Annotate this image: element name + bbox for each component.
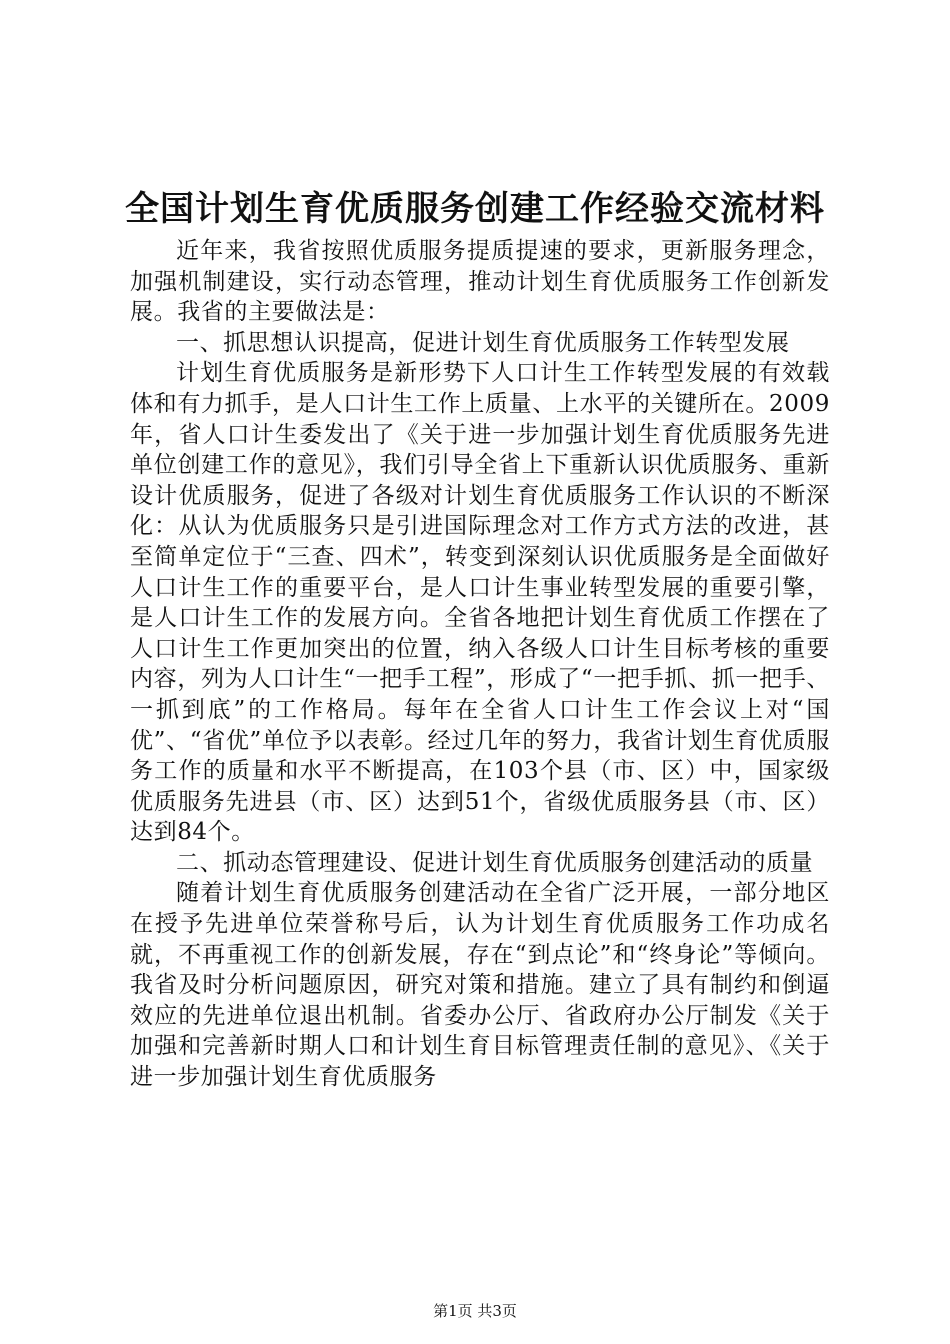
section-1-paragraph: 计划生育优质服务是新形势下人口计生工作转型发展的有效载体和有力抓手，是人口计生工作上质量、上水平的关键所在。2009年，省人口计生委发出了《关于进一步加强计划生育优质服务先进单位创建工作的意见》，我们引导全省上下重新认识优质服务、重新设计优质服务，促进了各级对计划生育优质服务工作认识的不断深化：从认为优质服务只是引进国际理念对工作方式方法的改进，甚至简单定位于“三查、四术”，转变到深刻认识优质服务是全面做好人口计生工作的重要平台，是人口计生事业转型发展的重要引擎，是人口计生工作的发展方向。全省各地把计划生育优质工作摆在了人口计生工作更加突出的位置，纳入各级人口计生目标考核的重要内容，列为人口计生“一把手工程”，形成了“一把手抓、抓一把手、一抓到底”的工作格局。每年在全省人口计生工作会议上对“国优”、“省优”单位予以表彰。经过几年的努力，我省计划生育优质服务工作的质量和水平不断提高，在103个县（市、区）中，国家级优质服务先进县（市、区）达到51个，省级优质服务县（市、区）达到84个。 xyxy=(130,360,830,846)
intro-paragraph: 近年来，我省按照优质服务提质提速的要求，更新服务理念，加强机制建设，实行动态管理，推动计划生育优质服务工作创新发展。我省的主要做法是： xyxy=(130,238,830,326)
document-title: 全国计划生育优质服务创建工作经验交流材料 xyxy=(125,189,825,229)
section-heading-1: 一、抓思想认识提高，促进计划生育优质服务工作转型发展 xyxy=(176,329,790,356)
section-heading-2: 二、抓动态管理建设、促进计划生育优质服务创建活动的质量 xyxy=(176,849,814,876)
section-2-paragraph: 随着计划生育优质服务创建活动在全省广泛开展，一部分地区在授予先进单位荣誉称号后，认为计划生育优质服务工作功成名就，不再重视工作的创新发展，存在“到点论”和“终身论”等倾向。我省及时分析问题原因，研究对策和措施。建立了具有制约和倒逼效应的先进单位退出机制。省委办公厅、省政府办公厅制发《关于加强和完善新时期人口和计划生育目标管理责任制的意见》、《关于进一步加强计划生育优质服务 xyxy=(130,880,830,1091)
document-body xyxy=(130,236,830,1093)
page-number: 第1页 共3页 xyxy=(433,1302,517,1320)
